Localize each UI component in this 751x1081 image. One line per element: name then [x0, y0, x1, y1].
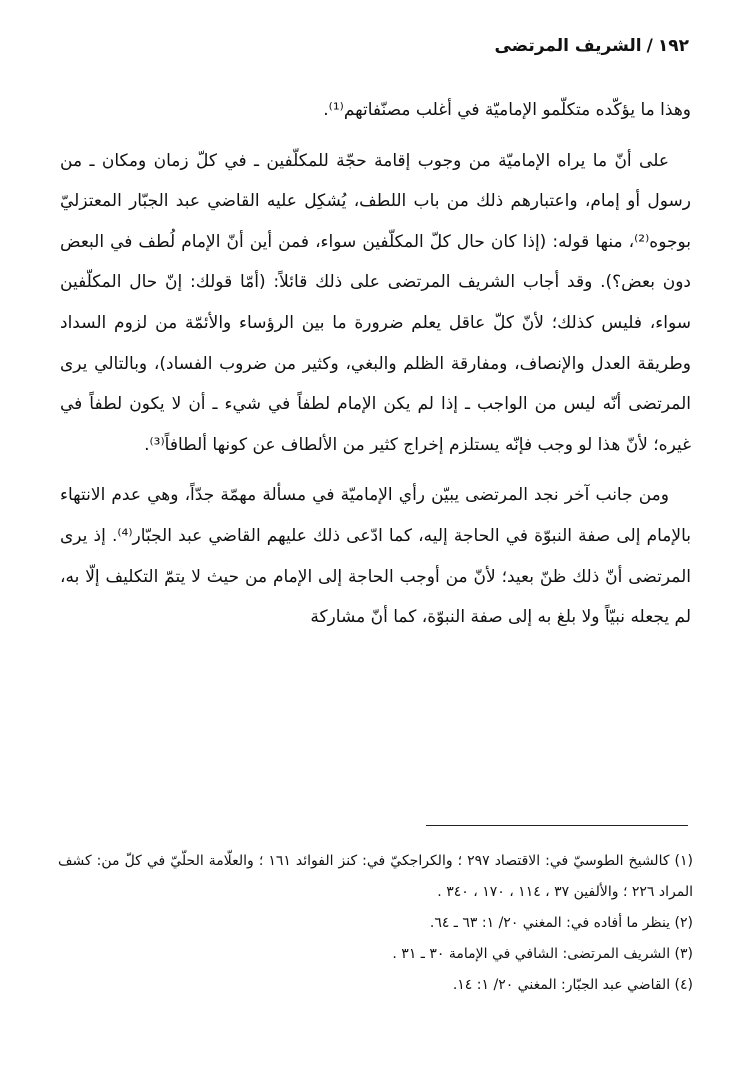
footnote-1: (١) كالشيخ الطوسيّ في: الاقتصاد ٢٩٧ ؛ والكراجكيّ في: كنز الفوائد ١٦١ ؛ والعلّامة الحلّيّ في كلّ من: كشف المراد ٢٢٦ ؛ والألفين ٣٧ ، ١١٤ ، ١٧٠ ، ٣٤٠ .: [58, 853, 693, 900]
paragraph-3: ومن جانب آخر نجد المرتضى يبيّن رأي الإماميّة في مسألة مهمّة جدّاً، وهي عدم الانتهاء بالإمام إلى صفة النبوّة في الحاجة إليه، كما ادّعى ذلك عليهم القاضي عبد الجبّار⁽⁴⁾. إذ يرى المرتضى أنّ ذلك ظنّ بعيد؛ لأنّ من أوجب الحاجة إلى الإمام من حيث لا يتمّ التكليف إلّا به، لم يجعله نبيّاً ولا بلغ به إلى صفة النبوّة، كما أنّ مشاركة: [60, 485, 691, 628]
paragraph-1: وهذا ما يؤكّده متكلّمو الإماميّة في أغلب مصنّفاتهم⁽¹⁾.: [323, 100, 691, 120]
paragraph-2: على أنّ ما يراه الإماميّة من وجوب إقامة حجّة للمكلّفين ـ في كلّ زمان ومكان ـ من رسول أو إمام، واعتبارهم ذلك من باب اللطف، يُشكِل عليه القاضي عبد الجبّار المعتزليّ بوجوه⁽²⁾، منها قوله: (إذا كان حال كلّ المكلّفين سواء، فمن أين أنّ الإمام لُطف في البعض دون بعض؟). وقد أجاب الشريف المرتضى على ذلك قائلاً: (أمّا قولك: إنّ حال المكلّفين سواء، فليس كذلك؛ لأنّ كلّ عاقل يعلم ضرورة ما بين الرؤساء والأئمّة من لزوم السداد وطريقة العدل والإنصاف، ومفارقة الظلم والبغي، وكثير من ضروب الفساد)، وبالتالي يرى المرتضى أنّه ليس من الواجب ـ إذا لم يكن الإمام لطفاً في شيء ـ أن لا يكون لطفاً في غيره؛ لأنّ هذا لو وجب فإنّه يستلزم إخراج كثير من الألطاف عن كونها ألطافاً⁽³⁾.: [60, 150, 691, 455]
footnote-3: (٣) الشريف المرتضى: الشافي في الإمامة ٣٠ ـ ٣١ .: [392, 946, 693, 962]
running-title: الشريف المرتضى: [494, 36, 642, 56]
footnote-2: (٢) ينظر ما أفاده في: المغني ٢٠/ ١: ٦٣ ـ ٦٤.: [429, 915, 693, 931]
page-header: [494, 34, 689, 58]
page-number: ١٩٢: [657, 36, 689, 56]
body-text: [60, 90, 691, 638]
header-separator: /: [646, 36, 653, 56]
footnote-divider: [426, 825, 688, 826]
footnote-4: (٤) القاضي عبد الجبّار: المغني ٢٠/ ١: ١٤.: [452, 977, 693, 993]
footnotes: [58, 846, 693, 1001]
